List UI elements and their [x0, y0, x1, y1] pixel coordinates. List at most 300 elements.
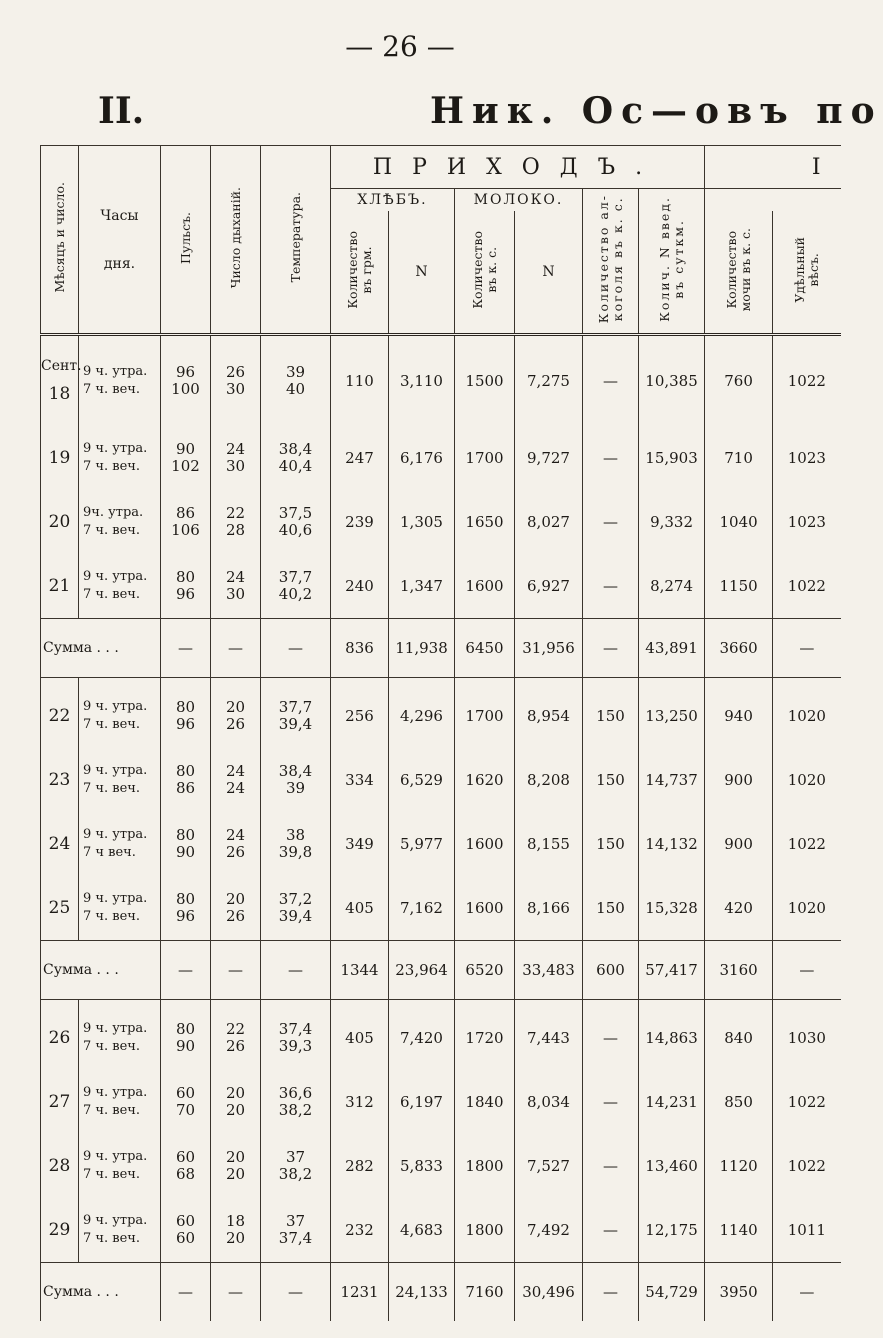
sum-n-intake: 43,891	[639, 619, 705, 678]
pulse-evening: 102	[171, 457, 200, 475]
temp-cell	[261, 426, 331, 490]
temp-morning: 37,4	[278, 1020, 313, 1038]
pulse-morning: 80	[175, 1020, 196, 1038]
pulse-cell	[161, 426, 211, 490]
bread-n-cell: 3,110	[389, 335, 455, 427]
urine-qty-cell: 760	[705, 335, 773, 427]
temp-evening: 39,4	[278, 907, 313, 925]
temp-evening: 39,3	[278, 1037, 313, 1055]
resp-morning: 26	[225, 363, 246, 381]
section-number: II.	[98, 90, 145, 132]
temp-evening: 38,2	[278, 1165, 313, 1183]
hours-cell	[79, 1070, 161, 1134]
sum-bread-qty: 1344	[331, 941, 389, 1000]
sum-bread-qty: 1231	[331, 1263, 389, 1322]
resp-cell	[211, 554, 261, 619]
temp-cell	[261, 490, 331, 554]
pulse-evening: 96	[175, 585, 196, 603]
bread-qty-cell: 239	[331, 490, 389, 554]
bread-n-cell: 5,977	[389, 812, 455, 876]
day-number: 23	[41, 748, 79, 812]
hours-cell	[79, 1134, 161, 1198]
bread-n-cell: 5,833	[389, 1134, 455, 1198]
sum-urine-sg: —	[773, 941, 841, 1000]
pulse-morning: 90	[175, 440, 196, 458]
n-intake-cell: 14,132	[639, 812, 705, 876]
temp-cell	[261, 748, 331, 812]
milk-n-cell: 8,954	[515, 684, 583, 748]
table-row	[41, 426, 841, 490]
pulse-cell	[161, 335, 211, 427]
table-body	[41, 335, 841, 1322]
milk-qty-cell: 1840	[455, 1070, 515, 1134]
bread-n-cell: 6,197	[389, 1070, 455, 1134]
resp-evening: 20	[225, 1101, 246, 1119]
temp-morning: 39	[285, 363, 306, 381]
table-row	[41, 1070, 841, 1134]
milk-n-cell: 8,166	[515, 876, 583, 941]
alcohol-cell: —	[583, 1134, 639, 1198]
urine-sg-cell: 1011	[773, 1198, 841, 1263]
milk-n-cell: 6,927	[515, 554, 583, 619]
temp-morning: 37,5	[278, 504, 313, 522]
table-row	[41, 335, 841, 427]
outcome-header: I	[705, 146, 841, 189]
sum-pulse: —	[161, 941, 211, 1000]
col-milk-qty: Количество въ к. с.	[455, 211, 515, 335]
urine-qty-cell: 1120	[705, 1134, 773, 1198]
sum-milk-qty: 6450	[455, 619, 515, 678]
pulse-evening: 96	[175, 907, 196, 925]
pulse-morning: 80	[175, 698, 196, 716]
pulse-cell	[161, 812, 211, 876]
hours-cell	[79, 748, 161, 812]
milk-n-cell: 7,492	[515, 1198, 583, 1263]
temp-cell	[261, 1070, 331, 1134]
day-number: 24	[41, 812, 79, 876]
pulse-morning: 80	[175, 762, 196, 780]
pulse-morning: 96	[175, 363, 196, 381]
pulse-morning: 60	[175, 1148, 196, 1166]
pulse-cell	[161, 748, 211, 812]
temp-cell	[261, 876, 331, 941]
pulse-evening: 106	[171, 521, 200, 539]
sum-milk-qty: 7160	[455, 1263, 515, 1322]
evening-hour: 7 ч. веч.	[83, 459, 141, 474]
urine-sg-cell: 1020	[773, 748, 841, 812]
resp-evening: 26	[225, 1037, 246, 1055]
bread-qty-cell: 334	[331, 748, 389, 812]
day-number: 18	[48, 384, 71, 404]
bread-qty-cell: 282	[331, 1134, 389, 1198]
morning-hour: 9 ч. утра.	[83, 891, 148, 906]
clinical-data-table	[40, 145, 841, 1321]
temp-cell	[261, 684, 331, 748]
day-number: 22	[41, 684, 79, 748]
temp-cell	[261, 1006, 331, 1070]
sum-label: Сумма . . .	[41, 941, 161, 1000]
temp-morning: 37,7	[278, 568, 313, 586]
resp-evening: 30	[225, 457, 246, 475]
table-row	[41, 1198, 841, 1263]
pulse-evening: 90	[175, 1037, 196, 1055]
alcohol-cell: —	[583, 1198, 639, 1263]
urine-qty-cell: 420	[705, 876, 773, 941]
milk-n-cell: 8,034	[515, 1070, 583, 1134]
temp-evening: 37,4	[278, 1229, 313, 1247]
alcohol-cell: 150	[583, 748, 639, 812]
temp-evening: 39,4	[278, 715, 313, 733]
morning-hour: 9ч. утра.	[83, 505, 144, 520]
pulse-cell	[161, 554, 211, 619]
milk-qty-cell: 1500	[455, 335, 515, 427]
morning-hour: 9 ч. утра.	[83, 1149, 148, 1164]
outcome-subheader	[705, 189, 841, 212]
morning-hour: 9 ч. утра.	[83, 1213, 148, 1228]
sum-resp: —	[211, 619, 261, 678]
milk-header: МОЛОКО.	[455, 189, 583, 212]
temp-cell	[261, 554, 331, 619]
urine-qty-cell: 710	[705, 426, 773, 490]
resp-cell	[211, 748, 261, 812]
page-number: — 26 —	[345, 30, 455, 63]
urine-sg-cell: 1022	[773, 335, 841, 427]
temp-morning: 36,6	[278, 1084, 313, 1102]
sum-bread-qty: 836	[331, 619, 389, 678]
pulse-evening: 68	[175, 1165, 196, 1183]
col-bread-qty: Количество въ грм.	[331, 211, 389, 335]
bread-qty-cell: 232	[331, 1198, 389, 1263]
urine-sg-cell: 1020	[773, 876, 841, 941]
urine-sg-cell: 1030	[773, 1006, 841, 1070]
morning-hour: 9 ч. утра.	[83, 364, 148, 379]
evening-hour: 7 ч веч.	[83, 845, 136, 860]
evening-hour: 7 ч. веч.	[83, 1103, 141, 1118]
bread-n-cell: 4,296	[389, 684, 455, 748]
col-temperature: Температура.	[261, 146, 331, 335]
urine-sg-cell: 1023	[773, 490, 841, 554]
bread-qty-cell: 405	[331, 1006, 389, 1070]
n-intake-cell: 14,231	[639, 1070, 705, 1134]
temp-evening: 40	[285, 380, 306, 398]
urine-qty-cell: 840	[705, 1006, 773, 1070]
bread-n-cell: 1,347	[389, 554, 455, 619]
table-row	[41, 684, 841, 748]
temp-evening: 39	[285, 779, 306, 797]
pulse-cell	[161, 684, 211, 748]
resp-cell	[211, 335, 261, 427]
table-row	[41, 490, 841, 554]
income-header: ПРИХОДЪ.	[331, 146, 705, 189]
n-intake-cell: 10,385	[639, 335, 705, 427]
temp-morning: 37,7	[278, 698, 313, 716]
day-number: 21	[41, 554, 79, 619]
bread-qty-cell: 256	[331, 684, 389, 748]
resp-cell	[211, 1198, 261, 1263]
milk-n-cell: 9,727	[515, 426, 583, 490]
bread-n-cell: 4,683	[389, 1198, 455, 1263]
table-row	[41, 812, 841, 876]
pulse-morning: 80	[175, 890, 196, 908]
sum-temp: —	[261, 619, 331, 678]
table-head	[41, 146, 841, 335]
hours-cell	[79, 335, 161, 427]
milk-qty-cell: 1650	[455, 490, 515, 554]
bread-qty-cell: 312	[331, 1070, 389, 1134]
sum-temp: —	[261, 1263, 331, 1322]
pulse-evening: 90	[175, 843, 196, 861]
temp-cell	[261, 1134, 331, 1198]
evening-hour: 7 ч. веч.	[83, 717, 141, 732]
col-month-day: Мѣсяцъ и число.	[41, 146, 79, 335]
milk-n-cell: 7,275	[515, 335, 583, 427]
temp-evening: 40,2	[278, 585, 313, 603]
urine-sg-cell: 1023	[773, 426, 841, 490]
resp-evening: 30	[225, 585, 246, 603]
pulse-cell	[161, 1198, 211, 1263]
morning-hour: 9 ч. утра.	[83, 441, 148, 456]
morning-hour: 9 ч. утра.	[83, 569, 148, 584]
pulse-cell	[161, 1070, 211, 1134]
col-pulse: Пульсъ.	[161, 146, 211, 335]
evening-hour: 7 ч. веч.	[83, 1231, 141, 1246]
n-intake-cell: 13,250	[639, 684, 705, 748]
n-intake-cell: 12,175	[639, 1198, 705, 1263]
pulse-evening: 96	[175, 715, 196, 733]
table-row	[41, 1134, 841, 1198]
sum-pulse: —	[161, 619, 211, 678]
milk-qty-cell: 1600	[455, 554, 515, 619]
day-number: 29	[41, 1198, 79, 1263]
urine-sg-cell: 1020	[773, 684, 841, 748]
milk-qty-cell: 1600	[455, 812, 515, 876]
urine-qty-cell: 900	[705, 812, 773, 876]
month-day-cell	[41, 335, 82, 427]
col-respiration: Число дыханій.	[211, 146, 261, 335]
n-intake-cell: 15,328	[639, 876, 705, 941]
pulse-morning: 60	[175, 1212, 196, 1230]
temp-evening: 38,2	[278, 1101, 313, 1119]
table-row	[41, 748, 841, 812]
evening-hour: 7 ч. веч.	[83, 781, 141, 796]
resp-evening: 26	[225, 715, 246, 733]
sum-resp: —	[211, 1263, 261, 1322]
morning-hour: 9 ч. утра.	[83, 1085, 148, 1100]
sum-row	[41, 619, 841, 678]
temp-morning: 37	[285, 1148, 306, 1166]
sum-urine-qty: 3950	[705, 1263, 773, 1322]
sum-bread-n: 11,938	[389, 619, 455, 678]
milk-qty-cell: 1700	[455, 426, 515, 490]
milk-qty-cell: 1600	[455, 876, 515, 941]
evening-hour: 7 ч. веч.	[83, 382, 141, 397]
col-urine-qty: Количество мочи въ к. с.	[705, 211, 773, 335]
col-urine-sg: Удѣльный вѣсъ.	[773, 211, 841, 335]
morning-hour: 9 ч. утра.	[83, 827, 148, 842]
temp-morning: 37	[285, 1212, 306, 1230]
pulse-cell	[161, 1134, 211, 1198]
resp-evening: 24	[225, 779, 246, 797]
resp-morning: 24	[225, 440, 246, 458]
resp-cell	[211, 426, 261, 490]
temp-morning: 38	[285, 826, 306, 844]
milk-n-cell: 7,443	[515, 1006, 583, 1070]
temp-morning: 37,2	[278, 890, 313, 908]
bread-qty-cell: 110	[331, 335, 389, 427]
temp-cell	[261, 335, 331, 427]
sum-label: Сумма . . .	[41, 619, 161, 678]
table-row	[41, 554, 841, 619]
resp-morning: 22	[225, 504, 246, 522]
urine-sg-cell: 1022	[773, 1070, 841, 1134]
milk-n-cell: 8,027	[515, 490, 583, 554]
bread-qty-cell: 247	[331, 426, 389, 490]
resp-evening: 20	[225, 1229, 246, 1247]
hours-cell	[79, 812, 161, 876]
hours-cell	[79, 490, 161, 554]
col-milk-n: N	[515, 211, 583, 335]
milk-qty-cell: 1800	[455, 1198, 515, 1263]
urine-qty-cell: 1150	[705, 554, 773, 619]
table-row	[41, 1006, 841, 1070]
resp-morning: 18	[225, 1212, 246, 1230]
evening-hour: 7 ч. веч.	[83, 1167, 141, 1182]
urine-sg-cell: 1022	[773, 1134, 841, 1198]
col-hours: Часы дня.	[79, 146, 161, 335]
pulse-morning: 86	[175, 504, 196, 522]
milk-qty-cell: 1700	[455, 684, 515, 748]
urine-qty-cell: 850	[705, 1070, 773, 1134]
sum-n-intake: 57,417	[639, 941, 705, 1000]
sum-n-intake: 54,729	[639, 1263, 705, 1322]
hours-cell	[79, 426, 161, 490]
pulse-evening: 70	[175, 1101, 196, 1119]
hours-cell	[79, 684, 161, 748]
alcohol-cell: —	[583, 335, 639, 427]
pulse-cell	[161, 1006, 211, 1070]
milk-n-cell: 7,527	[515, 1134, 583, 1198]
resp-evening: 28	[225, 521, 246, 539]
n-intake-cell: 9,332	[639, 490, 705, 554]
sum-milk-n: 33,483	[515, 941, 583, 1000]
hours-cell	[79, 554, 161, 619]
morning-hour: 9 ч. утра.	[83, 699, 148, 714]
resp-morning: 24	[225, 568, 246, 586]
evening-hour: 7 ч. веч.	[83, 909, 141, 924]
alcohol-cell: —	[583, 490, 639, 554]
bread-n-cell: 1,305	[389, 490, 455, 554]
temp-evening: 40,4	[278, 457, 313, 475]
resp-cell	[211, 1006, 261, 1070]
sum-milk-n: 31,956	[515, 619, 583, 678]
sum-alcohol: —	[583, 1263, 639, 1322]
morning-hour: 9 ч. утра.	[83, 1021, 148, 1036]
bread-n-cell: 6,176	[389, 426, 455, 490]
sum-bread-n: 24,133	[389, 1263, 455, 1322]
resp-cell	[211, 490, 261, 554]
alcohol-cell: —	[583, 1006, 639, 1070]
sum-milk-qty: 6520	[455, 941, 515, 1000]
sum-alcohol: 600	[583, 941, 639, 1000]
n-intake-cell: 15,903	[639, 426, 705, 490]
sum-alcohol: —	[583, 619, 639, 678]
alcohol-cell: —	[583, 426, 639, 490]
evening-hour: 7 ч. веч.	[83, 1039, 141, 1054]
bread-qty-cell: 349	[331, 812, 389, 876]
resp-cell	[211, 1134, 261, 1198]
milk-qty-cell: 1720	[455, 1006, 515, 1070]
resp-morning: 20	[225, 890, 246, 908]
alcohol-cell: 150	[583, 812, 639, 876]
pulse-cell	[161, 876, 211, 941]
resp-cell	[211, 812, 261, 876]
resp-evening: 26	[225, 843, 246, 861]
pulse-cell	[161, 490, 211, 554]
sum-row	[41, 941, 841, 1000]
col-n-intake: Колич. N введ. въ суткм.	[639, 189, 705, 335]
temp-evening: 39,8	[278, 843, 313, 861]
resp-evening: 30	[225, 380, 246, 398]
resp-morning: 20	[225, 698, 246, 716]
temp-morning: 38,4	[278, 440, 313, 458]
hours-cell	[79, 1006, 161, 1070]
alcohol-cell: —	[583, 1070, 639, 1134]
evening-hour: 7 ч. веч.	[83, 523, 141, 538]
day-number: 25	[41, 876, 79, 941]
n-intake-cell: 14,737	[639, 748, 705, 812]
milk-n-cell: 8,155	[515, 812, 583, 876]
col-bread-n: N	[389, 211, 455, 335]
temp-cell	[261, 1198, 331, 1263]
pulse-evening: 86	[175, 779, 196, 797]
day-number: 28	[41, 1134, 79, 1198]
urine-qty-cell: 900	[705, 748, 773, 812]
alcohol-cell: 150	[583, 684, 639, 748]
day-number: 27	[41, 1070, 79, 1134]
sum-bread-n: 23,964	[389, 941, 455, 1000]
pulse-morning: 80	[175, 568, 196, 586]
urine-qty-cell: 1040	[705, 490, 773, 554]
hours-cell	[79, 1198, 161, 1263]
sum-milk-n: 30,496	[515, 1263, 583, 1322]
milk-qty-cell: 1620	[455, 748, 515, 812]
day-number: 26	[41, 1006, 79, 1070]
milk-qty-cell: 1800	[455, 1134, 515, 1198]
milk-n-cell: 8,208	[515, 748, 583, 812]
pulse-evening: 60	[175, 1229, 196, 1247]
sum-resp: —	[211, 941, 261, 1000]
temp-morning: 38,4	[278, 762, 313, 780]
pulse-morning: 60	[175, 1084, 196, 1102]
pulse-morning: 80	[175, 826, 196, 844]
table-row	[41, 876, 841, 941]
bread-qty-cell: 240	[331, 554, 389, 619]
urine-qty-cell: 940	[705, 684, 773, 748]
n-intake-cell: 14,863	[639, 1006, 705, 1070]
day-number: 20	[41, 490, 79, 554]
bread-qty-cell: 405	[331, 876, 389, 941]
pulse-evening: 100	[171, 380, 200, 398]
resp-cell	[211, 876, 261, 941]
temp-cell	[261, 812, 331, 876]
alcohol-cell: 150	[583, 876, 639, 941]
sum-pulse: —	[161, 1263, 211, 1322]
temp-evening: 40,6	[278, 521, 313, 539]
sum-urine-qty: 3160	[705, 941, 773, 1000]
resp-morning: 20	[225, 1084, 246, 1102]
sum-row	[41, 1263, 841, 1322]
bread-n-cell: 6,529	[389, 748, 455, 812]
